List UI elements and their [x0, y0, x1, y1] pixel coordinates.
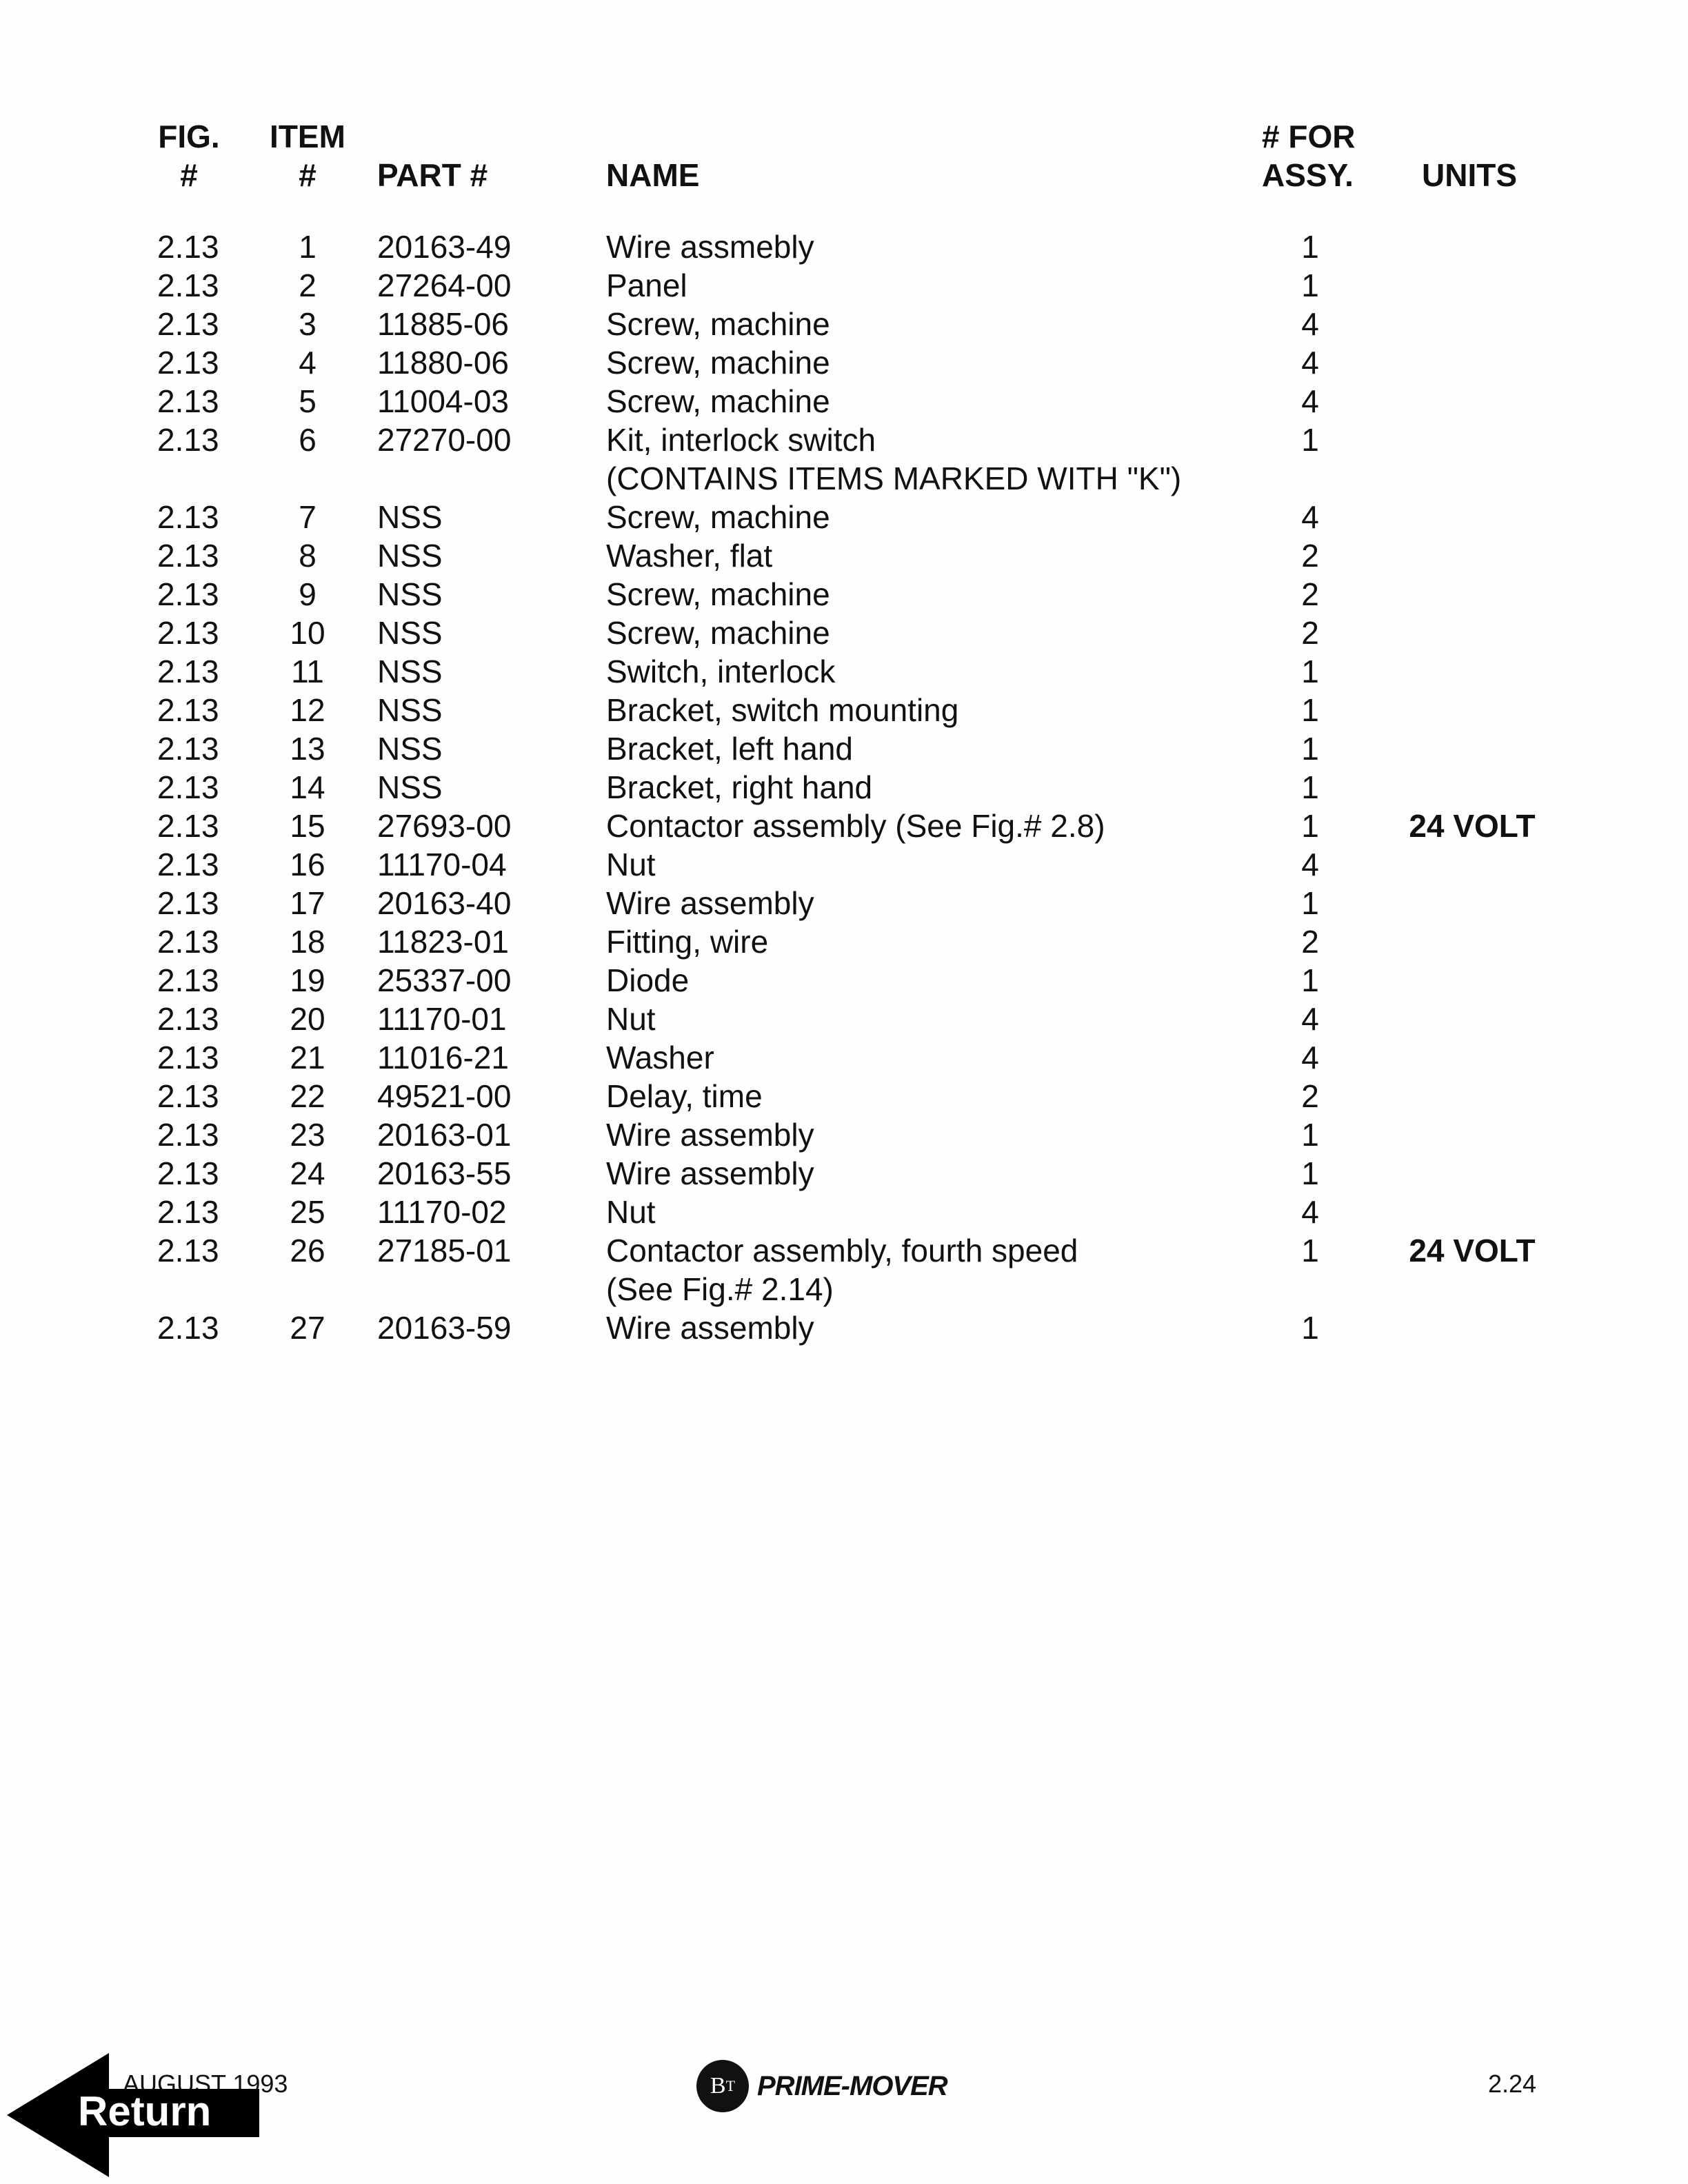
- fig-cell: 2.13: [157, 538, 219, 574]
- logo-text: PRIME-MOVER: [757, 2070, 947, 2101]
- header-assy-line2: ASSY.: [1262, 157, 1354, 193]
- table-row: [0, 1231, 1688, 1308]
- header-fig-line1: FIG.: [158, 119, 220, 154]
- part-number-cell: 11170-01: [377, 1001, 507, 1037]
- item-cell: 10: [290, 615, 325, 651]
- units-cell: 24 VOLT: [1409, 1233, 1536, 1268]
- part-number-cell: 27185-01: [377, 1233, 512, 1268]
- table-row: [0, 922, 1688, 961]
- item-cell: 4: [299, 345, 316, 381]
- fig-cell: 2.13: [157, 962, 219, 998]
- qty-cell: 2: [1301, 615, 1319, 651]
- name-cell: Diode: [606, 962, 690, 998]
- fig-cell: 2.13: [157, 731, 219, 767]
- qty-cell: 4: [1301, 1194, 1319, 1230]
- fig-cell: 2.13: [157, 1040, 219, 1075]
- qty-cell: 1: [1301, 731, 1319, 767]
- part-number-cell: NSS: [377, 538, 443, 574]
- name-cell: Nut: [606, 847, 656, 882]
- part-number-cell: 11823-01: [377, 924, 509, 960]
- header-assy: [1262, 117, 1355, 194]
- item-cell: 5: [299, 383, 316, 419]
- table-row: [0, 1038, 1688, 1077]
- fig-cell: 2.13: [157, 345, 219, 381]
- table-row: [0, 1154, 1688, 1193]
- item-cell: 19: [290, 962, 325, 998]
- name-cell: Wire assembly: [606, 1310, 814, 1346]
- name-cell: Nut: [606, 1194, 656, 1230]
- parts-table: [0, 228, 1688, 1347]
- table-row: [0, 884, 1688, 922]
- part-number-cell: NSS: [377, 576, 443, 612]
- fig-cell: 2.13: [157, 306, 219, 342]
- qty-cell: 4: [1301, 306, 1319, 342]
- header-item: [268, 117, 348, 194]
- item-cell: 21: [290, 1040, 325, 1075]
- fig-cell: 2.13: [157, 769, 219, 805]
- qty-cell: 4: [1301, 1001, 1319, 1037]
- table-row: [0, 575, 1688, 614]
- fig-cell: 2.13: [157, 692, 219, 728]
- item-cell: 20: [290, 1001, 325, 1037]
- name-cell: Screw, machine: [606, 499, 830, 535]
- name-cell: Contactor assembly (See Fig.# 2.8): [606, 808, 1105, 844]
- table-row: [0, 343, 1688, 382]
- item-cell: 22: [290, 1078, 325, 1114]
- table-row: [0, 421, 1688, 498]
- return-button[interactable]: [7, 2053, 262, 2177]
- qty-cell: 1: [1301, 1117, 1319, 1153]
- name-cell: Wire assembly: [606, 1117, 814, 1153]
- qty-cell: 1: [1301, 885, 1319, 921]
- name-cell: Screw, machine: [606, 576, 830, 612]
- fig-cell: 2.13: [157, 847, 219, 882]
- qty-cell: 2: [1301, 576, 1319, 612]
- name-cell: Washer: [606, 1040, 714, 1075]
- fig-cell: 2.13: [157, 1117, 219, 1153]
- part-number-cell: 20163-59: [377, 1310, 512, 1346]
- qty-cell: 4: [1301, 383, 1319, 419]
- item-cell: 13: [290, 731, 325, 767]
- fig-cell: 2.13: [157, 1001, 219, 1037]
- header-fig: [157, 117, 221, 194]
- qty-cell: 1: [1301, 692, 1319, 728]
- fig-cell: 2.13: [157, 267, 219, 303]
- part-number-cell: NSS: [377, 654, 443, 689]
- name-cell: Screw, machine: [606, 306, 830, 342]
- return-label: Return: [78, 2088, 212, 2134]
- part-number-cell: 20163-49: [377, 229, 512, 265]
- part-number-cell: 11885-06: [377, 306, 509, 342]
- qty-cell: 1: [1301, 267, 1319, 303]
- item-cell: 1: [299, 229, 316, 265]
- qty-cell: 1: [1301, 1310, 1319, 1346]
- table-row: [0, 652, 1688, 691]
- fig-cell: 2.13: [157, 654, 219, 689]
- item-cell: 8: [299, 538, 316, 574]
- footer-date: AUGUST 1993: [123, 2070, 288, 2098]
- qty-cell: 2: [1301, 1078, 1319, 1114]
- header-assy-line1: # FOR: [1262, 119, 1356, 154]
- item-cell: 16: [290, 847, 325, 882]
- name-cell: Wire assembly: [606, 1155, 814, 1191]
- name-cell: Bracket, right hand: [606, 769, 873, 805]
- fig-cell: 2.13: [157, 383, 219, 419]
- fig-cell: 2.13: [157, 1078, 219, 1114]
- fig-cell: 2.13: [157, 576, 219, 612]
- part-number-cell: NSS: [377, 769, 443, 805]
- part-number-cell: 27270-00: [377, 422, 512, 458]
- table-row: [0, 1308, 1688, 1347]
- part-number-cell: NSS: [377, 615, 443, 651]
- qty-cell: 1: [1301, 654, 1319, 689]
- fig-cell: 2.13: [157, 615, 219, 651]
- table-row: [0, 228, 1688, 266]
- table-row: [0, 845, 1688, 884]
- fig-cell: 2.13: [157, 885, 219, 921]
- name-cell-continuation: (CONTAINS ITEMS MARKED WITH "K"): [606, 461, 1182, 496]
- table-row: [0, 1115, 1688, 1154]
- part-number-cell: 20163-40: [377, 885, 512, 921]
- qty-cell: 4: [1301, 847, 1319, 882]
- header-name: NAME: [606, 157, 700, 193]
- name-cell: Kit, interlock switch: [606, 422, 876, 458]
- item-cell: 24: [290, 1155, 325, 1191]
- name-cell: Bracket, left hand: [606, 731, 853, 767]
- name-cell: Screw, machine: [606, 383, 830, 419]
- part-number-cell: 11004-03: [377, 383, 509, 419]
- name-cell: Wire assmebly: [606, 229, 814, 265]
- name-cell: Switch, interlock: [606, 654, 836, 689]
- item-cell: 9: [299, 576, 316, 612]
- name-cell: Panel: [606, 267, 687, 303]
- prime-mover-logo: [696, 2060, 947, 2112]
- table-row: [0, 536, 1688, 575]
- table-row: [0, 1077, 1688, 1115]
- part-number-cell: NSS: [377, 692, 443, 728]
- table-row: [0, 498, 1688, 536]
- header-item-line2: #: [299, 157, 316, 193]
- item-cell: 14: [290, 769, 325, 805]
- part-number-cell: 20163-55: [377, 1155, 512, 1191]
- part-number-cell: 11170-04: [377, 847, 507, 882]
- table-row: [0, 807, 1688, 845]
- fig-cell: 2.13: [157, 499, 219, 535]
- table-row: [0, 768, 1688, 807]
- table-row: [0, 691, 1688, 729]
- qty-cell: 1: [1301, 769, 1319, 805]
- part-number-cell: 11170-02: [377, 1194, 507, 1230]
- item-cell: 18: [290, 924, 325, 960]
- name-cell: Wire assembly: [606, 885, 814, 921]
- page-number: 2.24: [1488, 2070, 1537, 2098]
- item-cell: 25: [290, 1194, 325, 1230]
- item-cell: 7: [299, 499, 316, 535]
- fig-cell: 2.13: [157, 1194, 219, 1230]
- name-cell: Screw, machine: [606, 615, 830, 651]
- qty-cell: 4: [1301, 499, 1319, 535]
- table-row: [0, 614, 1688, 652]
- table-row: [0, 961, 1688, 1000]
- qty-cell: 2: [1301, 538, 1319, 574]
- name-cell: Fitting, wire: [606, 924, 769, 960]
- table-row: [0, 1193, 1688, 1231]
- table-row: [0, 266, 1688, 305]
- header-part: PART #: [377, 157, 488, 193]
- qty-cell: 2: [1301, 924, 1319, 960]
- item-cell: 3: [299, 306, 316, 342]
- units-cell: 24 VOLT: [1409, 808, 1536, 844]
- fig-cell: 2.13: [157, 229, 219, 265]
- header-item-line1: ITEM: [270, 119, 345, 154]
- name-cell: Washer, flat: [606, 538, 773, 574]
- item-cell: 17: [290, 885, 325, 921]
- fig-cell: 2.13: [157, 924, 219, 960]
- name-cell: Nut: [606, 1001, 656, 1037]
- name-cell: Contactor assembly, fourth speed: [606, 1233, 1078, 1268]
- part-number-cell: 25337-00: [377, 962, 512, 998]
- table-row: [0, 382, 1688, 421]
- item-cell: 15: [290, 808, 325, 844]
- item-cell: 12: [290, 692, 325, 728]
- bt-logo-icon: B T: [696, 2060, 749, 2112]
- item-cell: 6: [299, 422, 316, 458]
- table-row: [0, 729, 1688, 768]
- item-cell: 23: [290, 1117, 325, 1153]
- name-cell: Delay, time: [606, 1078, 763, 1114]
- name-cell: Screw, machine: [606, 345, 830, 381]
- name-cell-continuation: (See Fig.# 2.14): [606, 1271, 834, 1307]
- qty-cell: 4: [1301, 345, 1319, 381]
- fig-cell: 2.13: [157, 422, 219, 458]
- header-units: UNITS: [1422, 157, 1517, 193]
- table-row: [0, 1000, 1688, 1038]
- item-cell: 27: [290, 1310, 325, 1346]
- name-cell: Bracket, switch mounting: [606, 692, 959, 728]
- part-number-cell: 27693-00: [377, 808, 512, 844]
- part-number-cell: 11016-21: [377, 1040, 509, 1075]
- item-cell: 11: [291, 654, 324, 689]
- qty-cell: 1: [1301, 1155, 1319, 1191]
- part-number-cell: 27264-00: [377, 267, 512, 303]
- fig-cell: 2.13: [157, 1233, 219, 1268]
- fig-cell: 2.13: [157, 1155, 219, 1191]
- item-cell: 26: [290, 1233, 325, 1268]
- part-number-cell: NSS: [377, 731, 443, 767]
- header-fig-line2: #: [180, 157, 198, 193]
- qty-cell: 1: [1301, 1233, 1319, 1268]
- qty-cell: 4: [1301, 1040, 1319, 1075]
- item-cell: 2: [299, 267, 316, 303]
- part-number-cell: NSS: [377, 499, 443, 535]
- qty-cell: 1: [1301, 962, 1319, 998]
- part-number-cell: 20163-01: [377, 1117, 512, 1153]
- part-number-cell: 11880-06: [377, 345, 509, 381]
- fig-cell: 2.13: [157, 808, 219, 844]
- table-row: [0, 305, 1688, 343]
- qty-cell: 1: [1301, 422, 1319, 458]
- qty-cell: 1: [1301, 808, 1319, 844]
- qty-cell: 1: [1301, 229, 1319, 265]
- part-number-cell: 49521-00: [377, 1078, 512, 1114]
- fig-cell: 2.13: [157, 1310, 219, 1346]
